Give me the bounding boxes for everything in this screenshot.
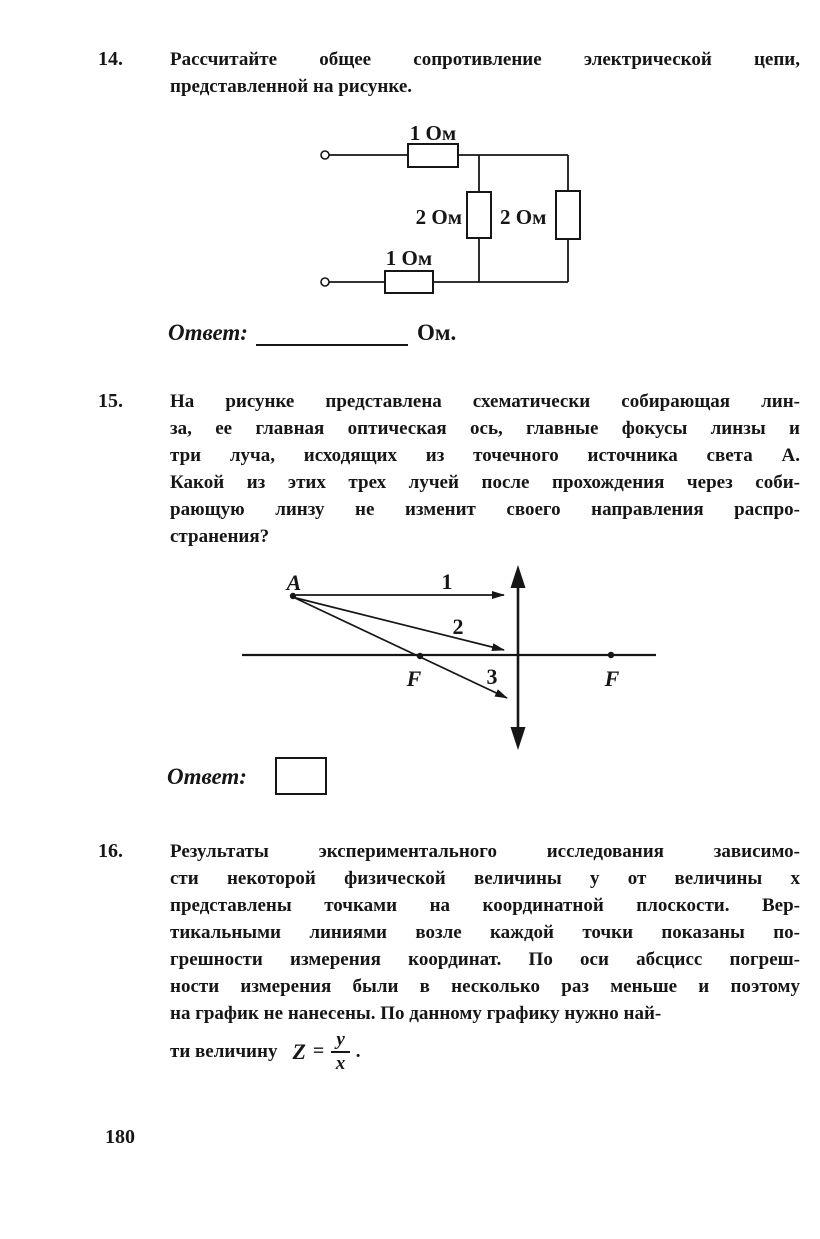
- source-label: A: [286, 570, 302, 595]
- formula-lhs: Z: [292, 1038, 306, 1064]
- problem-14: [98, 46, 800, 100]
- answer-unit: Ом.: [416, 320, 457, 345]
- ray-2-label: 2: [452, 614, 464, 639]
- focus-left-label: F: [406, 666, 422, 691]
- problem-16: [98, 838, 800, 1027]
- focus-right-dot: [608, 652, 614, 658]
- text-line: На рисунке представлена схематически собирающая лин-: [170, 391, 800, 412]
- page-number: 180: [105, 1126, 135, 1148]
- problem-15-text: [170, 388, 800, 550]
- text-line: представлены точками на координатной плоскости. Вер-: [170, 895, 800, 916]
- fraction-numerator: y: [331, 1030, 349, 1053]
- text-line: тикальными линиями возле каждой точки показаны по-: [170, 922, 800, 943]
- answer-blank: [256, 321, 408, 346]
- ray-3-line: [295, 598, 507, 698]
- ray-1-label: 1: [441, 569, 453, 594]
- fraction-denominator: x: [335, 1052, 346, 1074]
- focus-left-dot: [417, 653, 423, 659]
- answer-line-15: [167, 764, 247, 790]
- text-line: грешности измерения координат. По оси абсцисс погреш-: [170, 949, 800, 970]
- resistor-label-top: 1 Ом: [409, 121, 457, 145]
- terminal-icon: [321, 151, 329, 159]
- resistor-bottom: [385, 271, 433, 293]
- text-line: три луча, исходящих из точечного источника света A.: [170, 445, 800, 466]
- problem-16-number: 16.: [98, 840, 123, 862]
- text-line: на график не нанесены. По данному графику нужно най-: [170, 1003, 662, 1024]
- answer-line-14: [168, 320, 456, 346]
- problem-14-text: [170, 46, 800, 100]
- answer-label: Ответ:: [167, 764, 247, 789]
- ray-3-label: 3: [486, 664, 498, 689]
- focus-right-label: F: [604, 666, 620, 691]
- equals-sign: =: [312, 1040, 325, 1063]
- formula-z: [170, 1030, 361, 1074]
- text-line: рающую линзу не изменит своего направления распро-: [170, 499, 800, 520]
- resistor-label-bottom: 1 Ом: [385, 246, 433, 270]
- text-line: Результаты экспериментального исследования зависимо-: [170, 841, 800, 862]
- lens-arrow-down-icon: [511, 727, 526, 750]
- resistor-label-parallel-right: 2 Ом: [500, 205, 547, 229]
- problem-14-number: 14.: [98, 48, 123, 70]
- resistor-top: [408, 144, 458, 167]
- problem-15-number: 15.: [98, 390, 123, 412]
- lens-diagram: [230, 555, 670, 765]
- resistor-label-parallel-left: 2 Ом: [415, 205, 462, 229]
- terminal-icon: [321, 278, 329, 286]
- lens-arrow-up-icon: [511, 565, 526, 588]
- text-line: за, ее главная оптическая ось, главные фокусы линзы и: [170, 418, 800, 439]
- text-line: ности измерения были в несколько раз меньше и поэтому: [170, 976, 800, 997]
- formula-prefix: ти величину: [170, 1040, 278, 1062]
- text-line: Рассчитайте общее сопротивление электрической цепи,: [170, 49, 800, 70]
- text-line: представленной на рисунке.: [170, 76, 412, 97]
- answer-label: Ответ:: [168, 320, 248, 345]
- text-line: сти некоторой физической величины y от величины x: [170, 868, 800, 889]
- answer-box: [275, 757, 327, 795]
- problem-15: [98, 388, 800, 550]
- text-line: Какой из этих трех лучей после прохождения через соби-: [170, 472, 800, 493]
- problem-16-text: [170, 838, 800, 1027]
- ray-2-line: [296, 598, 504, 650]
- text-line: странения?: [170, 526, 270, 547]
- circuit-diagram: [300, 110, 700, 310]
- formula-period: .: [355, 1040, 361, 1062]
- resistor-parallel-left: [467, 192, 491, 238]
- fraction: [331, 1030, 349, 1074]
- resistor-parallel-right: [556, 191, 580, 239]
